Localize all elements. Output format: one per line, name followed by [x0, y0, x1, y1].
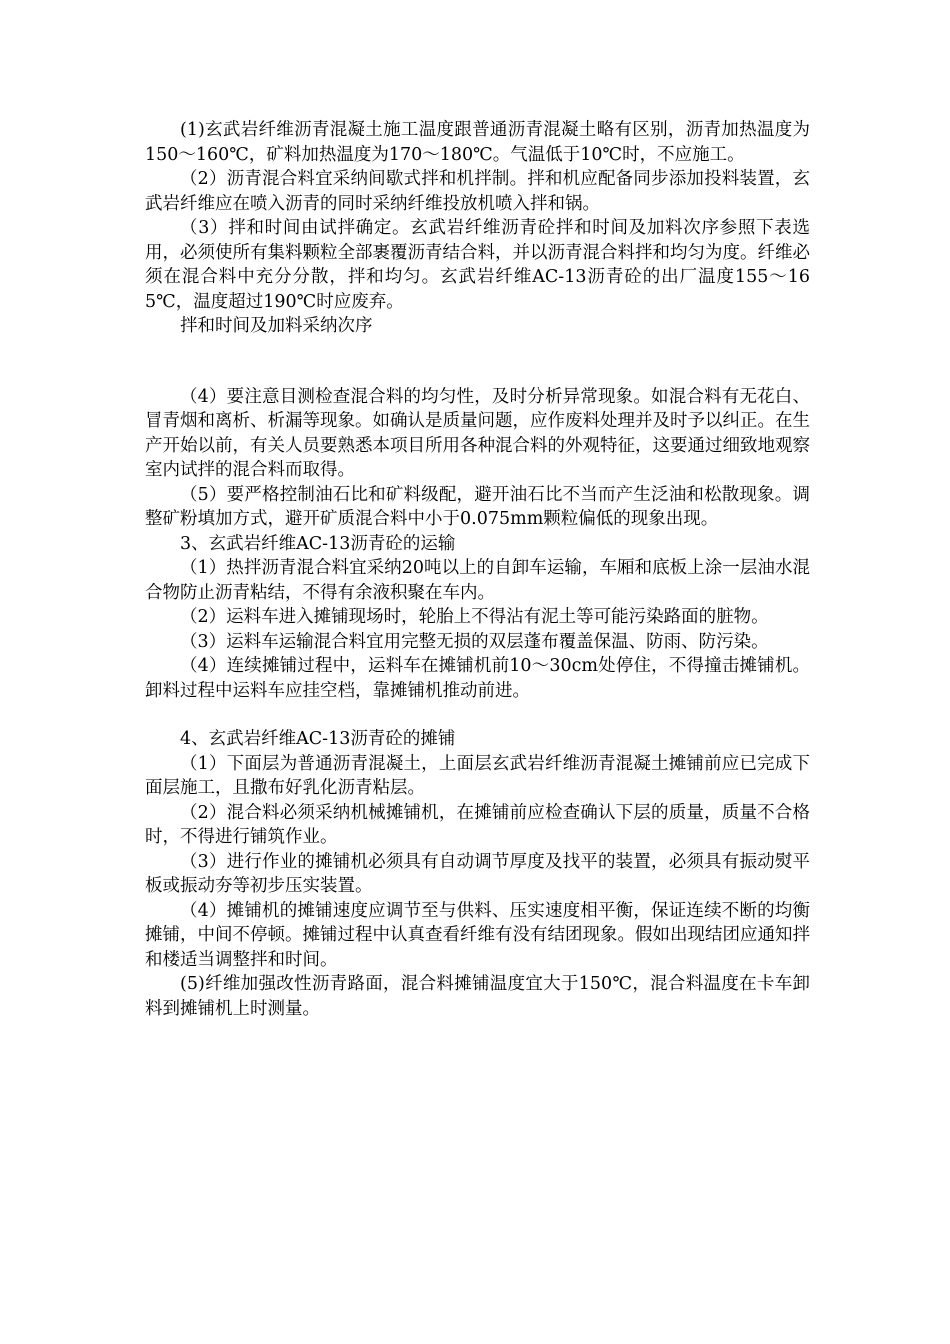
paragraph-truck-unloading: （4）连续摊铺过程中，运料车在摊铺机前10～30cm处停住，不得撞击摊铺机。卸料过程中运料车应挂空档，靠摊铺机推动前进。 — [145, 656, 810, 701]
paragraph-truck-tires: （2）运料车进入摊铺现场时，轮胎上不得沾有泥土等可能污染路面的脏物。 — [180, 607, 769, 627]
table-caption: 拌和时间及加料采纳次序 — [180, 316, 373, 336]
paragraph-uniformity-check: （4）要注意目测检查混合料的均匀性，及时分析异常现象。如混合料有无花白、冒青烟和离析、析漏等现象。如确认是质量问题，应作废料处理并及时予以纠正。在生产开始以前，有关人员要熟悉本项目所用各种混合料的外观特征，这要通过细致地观察室内试拌的混合料而取得。 — [145, 386, 810, 480]
paragraph-paver-equipment: （3）进行作业的摊铺机必须具有自动调节厚度及找平的装置，必须具有振动熨平板或振动夯等初步压实装置。 — [145, 851, 810, 896]
document-body — [145, 118, 810, 1021]
section-spacer — [145, 703, 810, 727]
paragraph-mixing-plant: （2）沥青混合料宜采纳间歇式拌和机拌制。拌和机应配备同步添加投料装置，玄武岩纤维应在喷入沥青的同时采纳纤维投放机喷入拌和锅。 — [145, 169, 810, 214]
paragraph-heating-temperature: (1)玄武岩纤维沥青混凝土施工温度跟普通沥青混凝土略有区别，沥青加热温度为150～160℃，矿料加热温度为170～180℃。气温低于10℃时，不应施工。 — [145, 120, 810, 165]
paragraph-truck-cover: （3）运料车运输混合料宜用完整无损的双层蓬布覆盖保温、防雨、防污染。 — [180, 631, 769, 652]
paragraph-asphalt-ratio: （5）要严格控制油石比和矿料级配，避开油石比不当而产生泛油和松散现象。调整矿粉填加方式，避开矿质混合料中小于0.075mm颗粒偏低的现象出现。 — [145, 484, 810, 529]
paragraph-lower-layer: （1）下面层为普通沥青混凝土，上面层玄武岩纤维沥青混凝土摊铺前应已完成下面层施工，且撒布好乳化沥青粘层。 — [145, 753, 810, 798]
paragraph-mixing-time: （3）拌和时间由试拌确定。玄武岩纤维沥青砼拌和时间及加料次序参照下表选用，必须使所有集料颗粒全部裹覆沥青结合料，并以沥青混合料拌和均匀为度。纤维必须在混合料中充分分散，拌和均匀。玄武岩纤维AC-13沥青砼的出厂温度155～165℃，温度超过190℃时应废弃。 — [145, 218, 810, 312]
paragraph-paver-machine: （2）混合料必须采纳机械摊铺机，在摊铺前应检查确认下层的质量，质量不合格时，不得进行铺筑作业。 — [145, 802, 810, 847]
section-heading-paving: 4、玄武岩纤维AC-13沥青砼的摊铺 — [180, 729, 456, 749]
paragraph-transport-truck: （1）热拌沥青混合料宜采纳20吨以上的自卸车运输，车厢和底板上涂一层油水混合物防止沥青粘结，不得有余液积聚在车内。 — [145, 558, 810, 603]
paragraph-paving-speed: （4）摊铺机的摊铺速度应调节至与供料、压实速度相平衡，保证连续不断的均衡摊铺，中间不停顿。摊铺过程中认真查看纤维有没有结团现象。假如出现结团应通知拌和楼适当调整拌和时间。 — [145, 900, 810, 970]
table-placeholder — [145, 339, 810, 385]
section-heading-transport: 3、玄武岩纤维AC-13沥青砼的运输 — [180, 533, 456, 554]
paragraph-paving-temperature: (5)纤维加强改性沥青路面，混合料摊铺温度宜大于150℃，混合料温度在卡车卸料到摊铺机上时测量。 — [145, 974, 810, 1019]
